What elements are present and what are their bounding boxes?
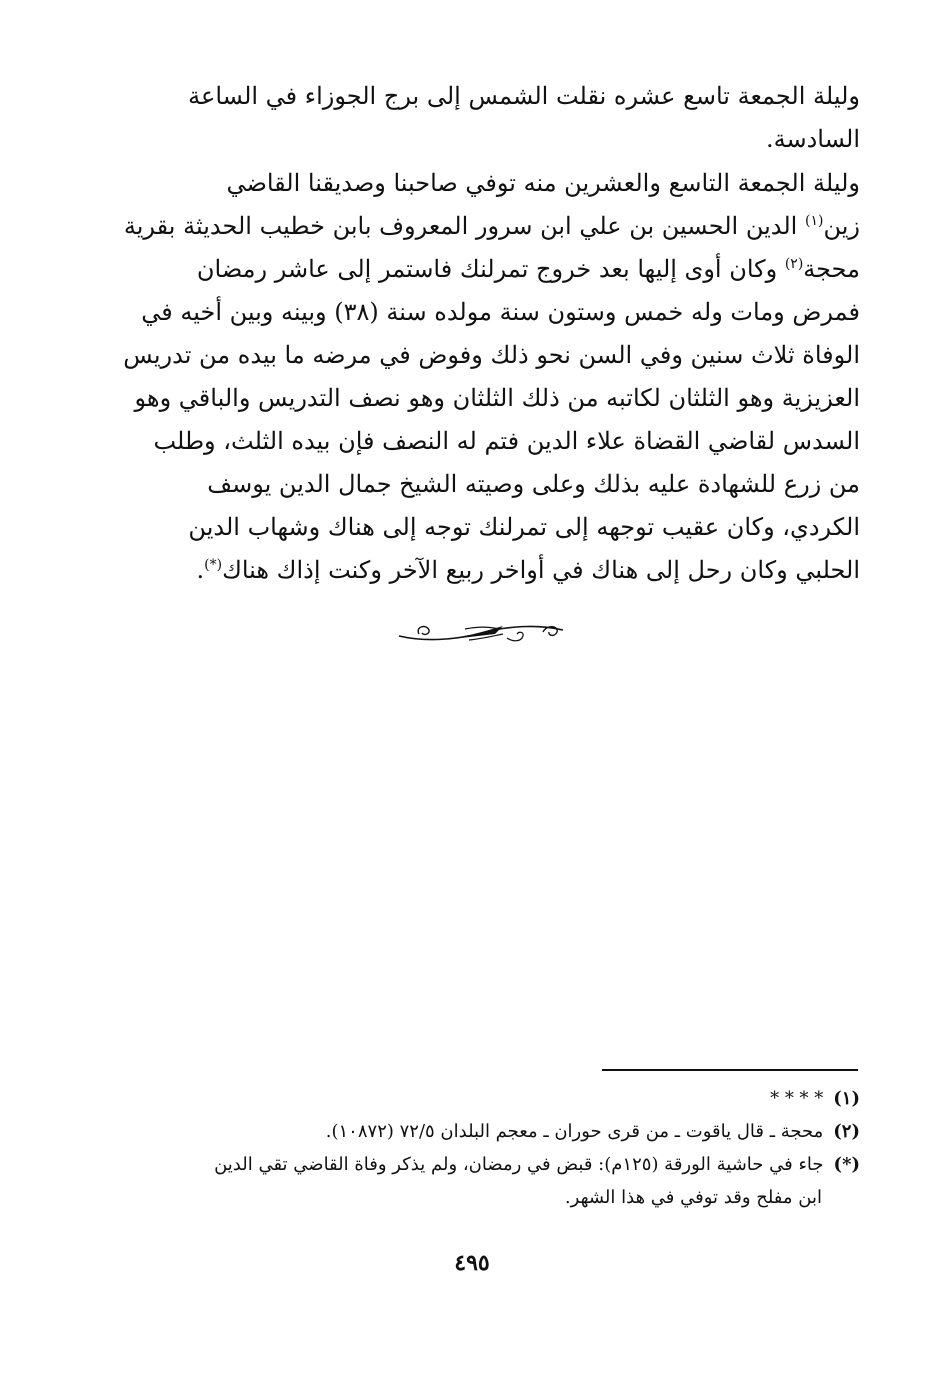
footnote-text: * * * * <box>770 1088 824 1109</box>
paragraph-line: وليلة الجمعة تاسع عشره نقلت الشمس إلى برج الجوزاء في الساعة <box>188 82 860 110</box>
footnote-text: محجة ـ قال ياقوت ـ من قرى حوران ـ معجم البلدان ٧٢/٥ (١٠٨٧٢). <box>325 1121 824 1142</box>
paragraph-line <box>104 549 860 592</box>
footnote-number: (١) <box>833 1088 860 1109</box>
footnote-reference[interactable]: (١) <box>804 213 824 229</box>
paragraph-line <box>104 248 860 291</box>
line-text: الحلبي وكان رحل إلى هناك في أواخر ربيع الآخر وكنت إذاك هناك <box>222 556 860 584</box>
line-text: زين <box>823 212 860 240</box>
footnote-reference[interactable]: (٢) <box>784 256 804 272</box>
line-text: محجة <box>803 255 860 283</box>
paragraph-line: وليلة الجمعة التاسع والعشرين منه توفي صاحبنا وصديقنا القاضي <box>226 169 860 197</box>
paragraph-line: الكردي، وكان عقيب توجهه إلى تمرلنك توجه إلى هناك وشهاب الدين <box>188 513 860 541</box>
paragraph-1 <box>104 75 860 161</box>
footnote-text: جاء في حاشية الورقة (١٢٥م): قبض في رمضان، ولم يذكر وفاة القاضي تقي الدين <box>214 1154 824 1175</box>
footnote-item <box>104 1082 860 1115</box>
paragraph-line: من زرع للشهادة عليه بذلك وعلى وصيته الشيخ جمال الدين يوسف <box>207 470 860 498</box>
floral-divider-icon <box>395 618 567 648</box>
footnote-item <box>104 1148 860 1181</box>
line-text: وكان أوى إليها بعد خروج تمرلنك فاستمر إلى عاشر رمضان <box>196 255 778 283</box>
paragraph-line: فمرض ومات وله خمس وستون سنة مولده سنة (٣٨) وبينه وبين أخيه في <box>141 298 860 326</box>
footnote-number: (٢) <box>833 1121 860 1142</box>
paragraph-line: الوفاة ثلاث سنين وفي السن نحو ذلك وفوض في مرضه ما بيده من تدريس <box>123 341 860 369</box>
page-number: ٤٩٥ <box>454 1250 490 1276</box>
footnote-separator <box>602 1069 858 1071</box>
line-text: . <box>196 556 205 584</box>
footnotes <box>104 1082 860 1214</box>
paragraph-2 <box>104 162 860 592</box>
paragraph-line: السادسة. <box>766 125 860 153</box>
footnote-number: (*) <box>833 1154 860 1175</box>
paragraph-line: السدس لقاضي القضاة علاء الدين فتم له النصف فإن بيده الثلث، وطلب <box>153 427 860 455</box>
footnote-reference[interactable]: (*) <box>204 557 223 573</box>
footnote-item <box>104 1115 860 1148</box>
paragraph-line: العزيزية وهو الثلثان لكاتبه من ذلك الثلثان وهو نصف التدريس والباقي وهو <box>134 384 860 412</box>
footnote-item <box>104 1181 860 1214</box>
paragraph-line <box>104 205 860 248</box>
footnote-text: ابن مفلح وقد توفي في هذا الشهر. <box>564 1187 822 1208</box>
line-text: الدين الحسين بن علي ابن سرور المعروف بابن خطيب الحديثة بقرية <box>123 212 798 240</box>
